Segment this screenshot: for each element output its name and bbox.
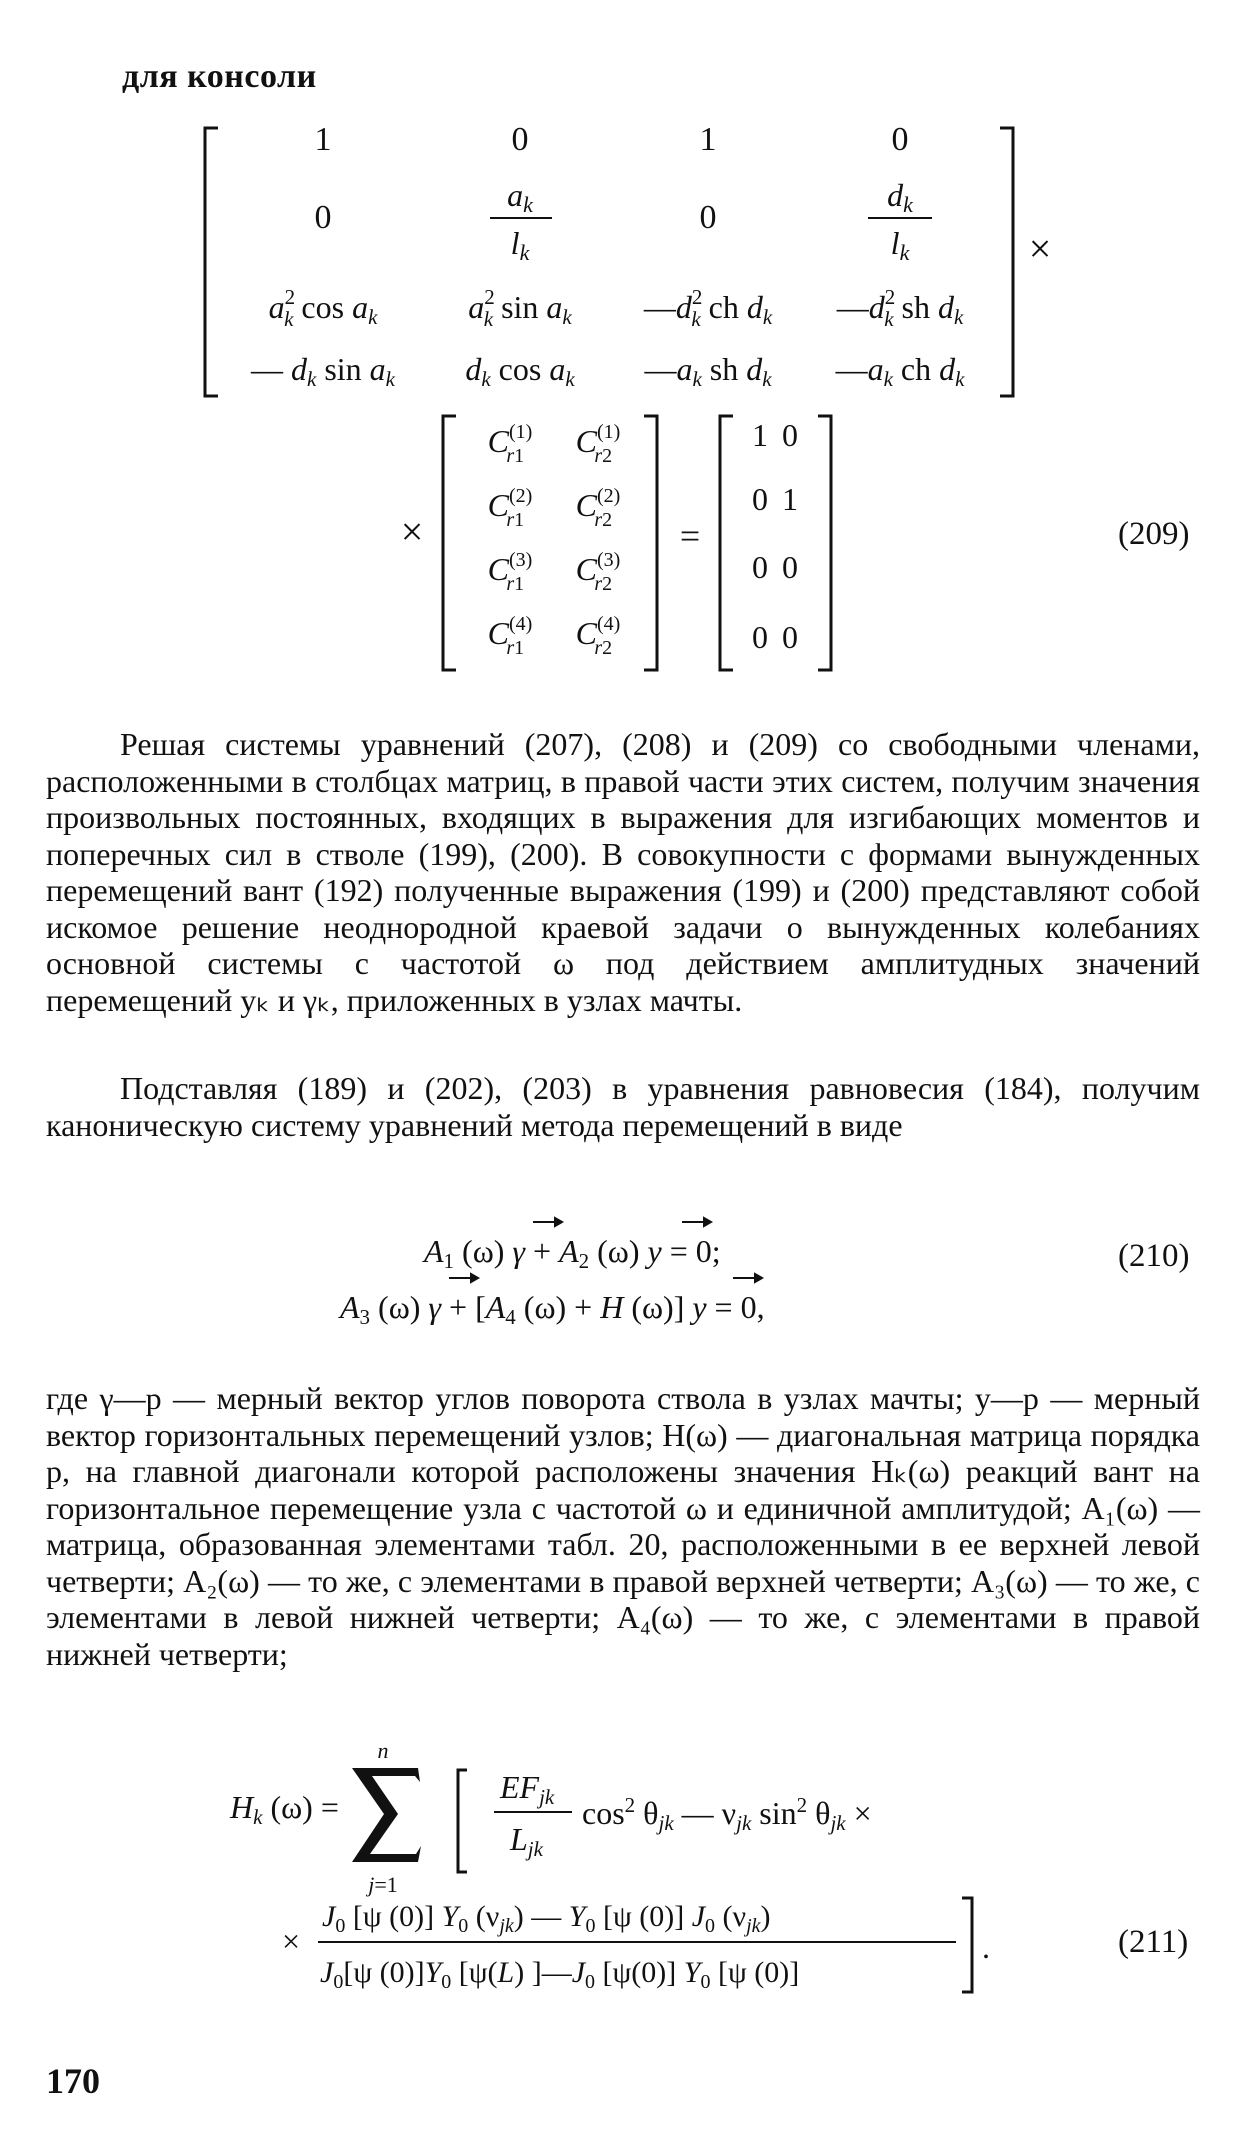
svg-text:A1 (ω) γ + A2 (ω) y = 0;: A1 (ω) γ + A2 (ω) y = 0; — [424, 1233, 721, 1273]
svg-text:dk: dk — [887, 177, 913, 217]
svg-text:×: × — [1028, 226, 1052, 271]
svg-text:C(4)r2: $C^{(4)}$ r2 — [575, 613, 621, 659]
svg-text:0: 0 — [752, 549, 768, 585]
svg-text:1: 1 — [314, 121, 332, 158]
svg-text:lk: lk — [890, 225, 910, 265]
svg-text:C(1)r1: $C^{(1)}$ r1 — [487, 421, 533, 467]
svg-text:a2k cos ak: $a^2$ k cos ak — [268, 285, 378, 331]
svg-text:n: n — [377, 1738, 389, 1763]
equation-211-number: (211) — [1118, 1924, 1189, 1960]
svg-text:0: 0 — [699, 199, 717, 236]
svg-text:0: 0 — [314, 199, 332, 236]
svg-text:—ak sh dk: —ak sh dk — [644, 351, 772, 391]
svg-text:Ljk: Ljk — [510, 1821, 543, 1861]
paragraph-3-text: где γ—p — мерный вектор углов поворота ствола в узлах мачты; y—p — мерный вектор горизонтальных перемещений узлов; H(ω) — диагональная матрица порядка p, на главной диагонали которой расположены значения Hₖ(ω) реакций вант на горизонтальное перемещение узла с частотой ω и единичной амплитудой; A₁(ω) — матрица, образованная элементами табл. 20, расположенными в ее верхней левой четверти; A₂(ω) — то же, с элементами в правой верхней четверти; A₃(ω) — то же, с элементами в левой нижней четверти; A₄(ω) — то же, с элементами в правой нижней четверти; — [46, 1380, 1200, 1672]
svg-text:A3 (ω) γ + [A4 (ω) + H (ω)] y: A3 (ω) γ + [A4 (ω) + H (ω)] y = 0, — [340, 1289, 765, 1329]
svg-text:C(4)r1: $C^{(4)}$ r1 — [487, 613, 533, 659]
svg-text:0: 0 — [782, 417, 798, 453]
svg-text:j=1: j=1 — [368, 1872, 398, 1897]
svg-text:J0 [ψ (0)] Y0 (νjk) — Y0 [ψ (0: $J_0$ [ψ (0)] $Y_0$ $(\nu_{jk})$ — $Y_0$ [ψ (0)] $J_0$ $(\nu_{jk})$ — [322, 1900, 771, 1937]
intro-text: для консоли — [122, 58, 317, 95]
svg-text:—d2k ch dk: $—d^2$ k ch dk — [643, 285, 773, 331]
svg-text:lk: lk — [510, 225, 530, 265]
paragraph-2-text: Подставляя (189) и (202), (203) в уравнения равновесия (184), получим каноническую систему уравнений метода перемещений в виде — [46, 1070, 1200, 1143]
svg-text:1: 1 — [699, 121, 717, 158]
svg-text:dk cos ak: dk cos ak — [465, 351, 575, 391]
svg-text:0: 0 — [752, 481, 768, 517]
svg-text:0: 0 — [891, 121, 909, 158]
svg-text:a2k sin ak: $a^2$ k sin ak — [468, 285, 572, 331]
svg-text:C(2)r2: $C^{(2)}$ r2 — [575, 485, 621, 531]
page-number: 170 — [46, 2061, 100, 2101]
svg-text:×: × — [400, 509, 424, 554]
svg-text:—d2k sh dk: $—d^2$ k sh dk — [836, 285, 964, 331]
svg-text:— dk sin ak: — dk sin ak — [251, 351, 395, 391]
svg-text:C(3)r1: $C^{(3)}$ r1 — [487, 549, 533, 595]
svg-text:C(1)r2: $C^{(1)}$ r2 — [575, 421, 621, 467]
svg-text:ak: ak — [507, 177, 533, 217]
svg-text:C(2)r1: $C^{(2)}$ r1 — [487, 485, 533, 531]
svg-text:C(3)r2: $C^{(3)}$ r2 — [575, 549, 621, 595]
svg-text:=: = — [679, 516, 701, 556]
svg-text:—ak ch dk: —ak ch dk — [835, 351, 965, 391]
equation-209-number: (209) — [1118, 516, 1190, 552]
svg-text:EFjk: EFjk — [500, 1769, 555, 1809]
svg-text:Hk (ω) =: Hk (ω) = — [230, 1789, 339, 1829]
equation-211-graphic — [0, 1720, 1240, 2010]
svg-text:J0[ψ (0)]Y0 [ψ(L) ]—J0 [ψ(0)]: $J_0[\psi$ $(0)]Y_0$ [ψ(L) ]$—J_0$ [ψ(0)] $Y_0$ [ψ (0)] — [320, 1956, 800, 1993]
svg-text:1: 1 — [752, 417, 768, 453]
svg-text:.: . — [982, 1929, 990, 1965]
svg-text:0: 0 — [782, 619, 798, 655]
svg-text:×: × — [282, 1923, 301, 1959]
paragraph-1-text: Решая системы уравнений (207), (208) и (209) со свободными членами, расположенными в столбцах матриц, в правой части этих систем, получим значения произвольных постоянных, входящих в выражения для изгибающих моментов и поперечных сил в стволе (199), (200). В совокупности с формами вынужденных перемещений вант (192) полученные выражения (199) и (200) представляют собой искомое решение неоднородной краевой задачи о вынужденных колебаниях основной системы с частотой ω под действием амплитудных значений перемещений yₖ и γₖ, приложенных в узлах мачты. — [46, 726, 1200, 1018]
equation-210-number: (210) — [1118, 1238, 1190, 1274]
svg-text:cos2 θjk — νjk sin2 θjk ×: $\cos^2 \theta jk$ — νjk $\sin^2 \theta jk$ × — [582, 1793, 872, 1835]
svg-text:0: 0 — [782, 549, 798, 585]
svg-text:0: 0 — [752, 619, 768, 655]
svg-text:0: 0 — [511, 121, 529, 158]
svg-text:1: 1 — [782, 481, 798, 517]
